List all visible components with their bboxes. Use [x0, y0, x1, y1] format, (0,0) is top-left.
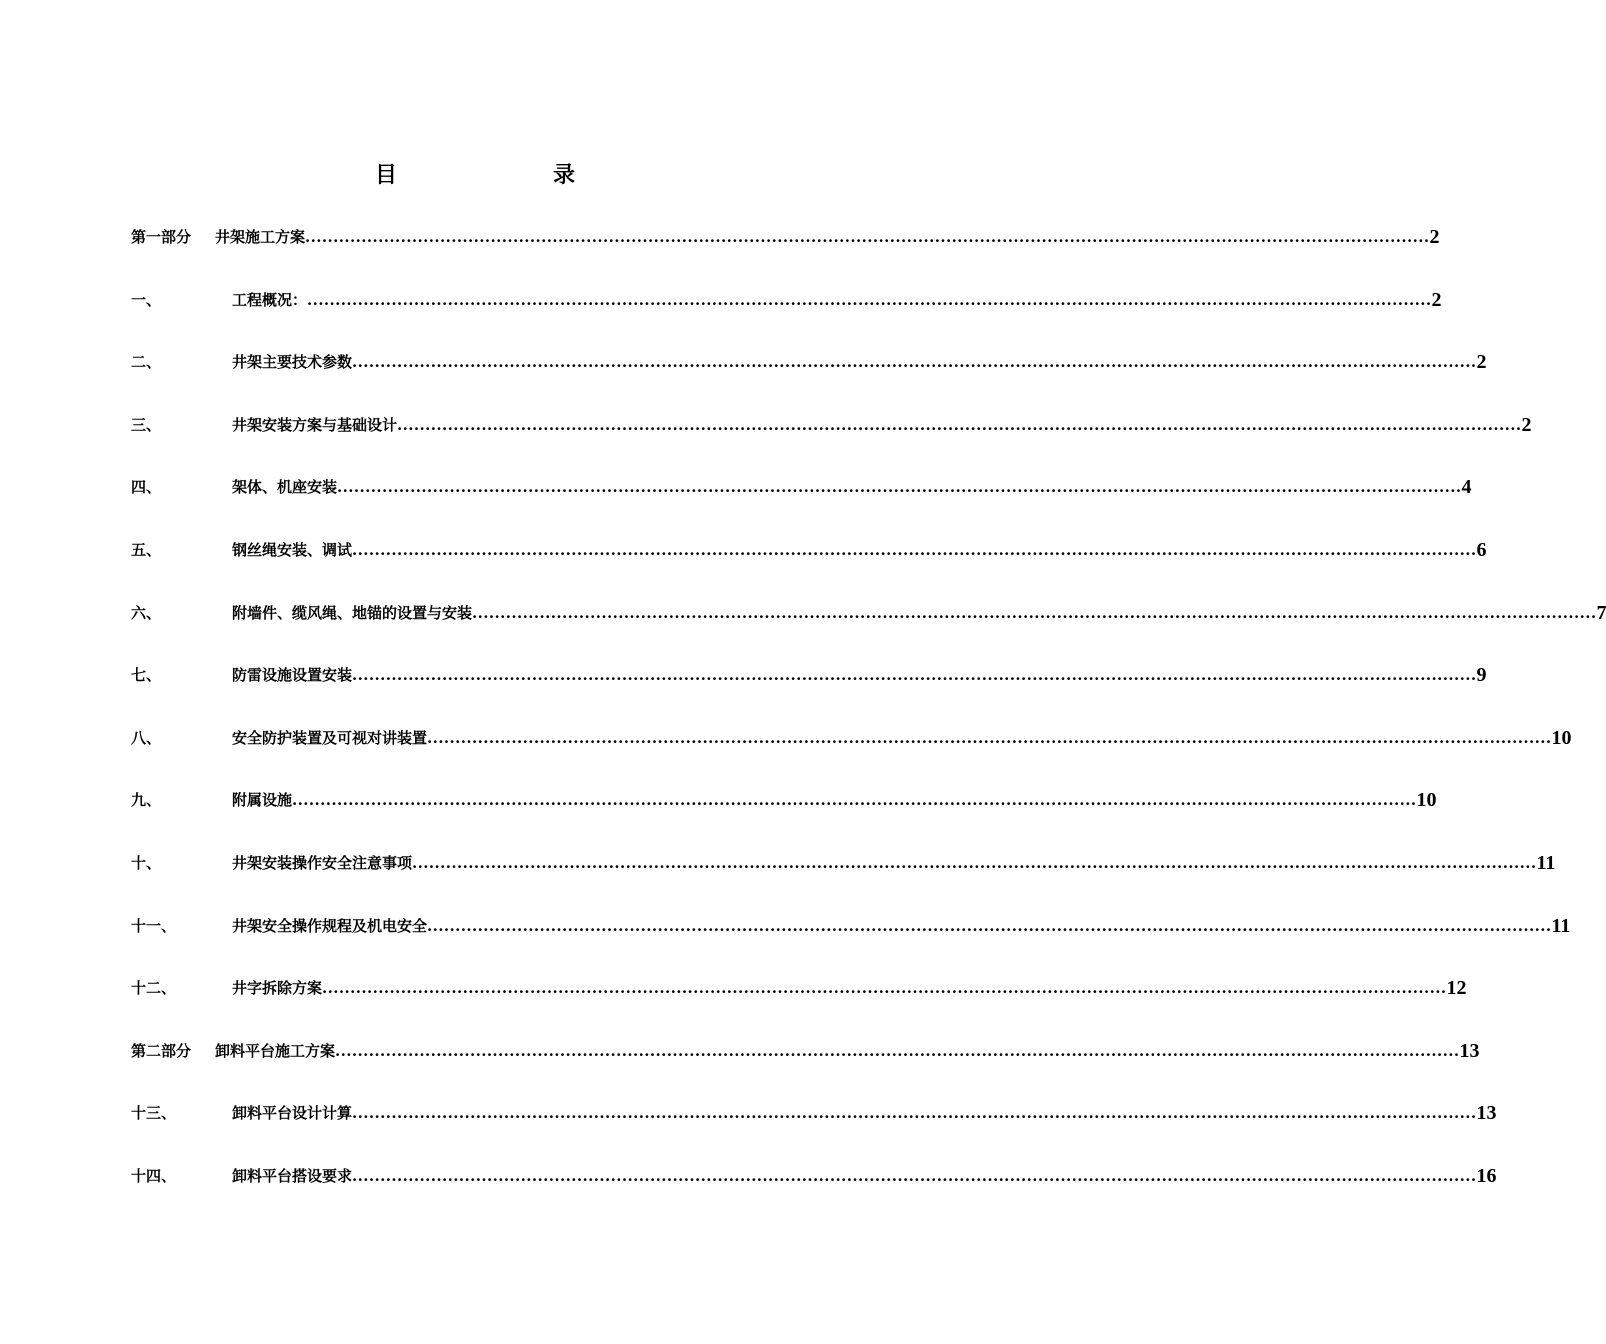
toc-entry-page: 2 — [1521, 413, 1532, 436]
toc-entry-title: 井架主要技术参数 — [232, 353, 353, 372]
toc-entry-title: 架体、机座安装 — [232, 478, 338, 497]
toc-entry-number: 十一、 — [131, 916, 177, 935]
toc-entry-title: 卸料平台搭设要求 — [232, 1166, 353, 1185]
toc-entry-title: 井架施工方案 — [215, 228, 306, 246]
toc-entry-title: 防雷设施设置安装 — [232, 666, 353, 685]
toc-entry-number: 五、 — [131, 540, 162, 559]
toc-entry-leader: ........................................................................................................................................................................................................ — [322, 979, 1447, 998]
toc-entry-leader: ........................................................................................................................................................................................................ — [305, 228, 1430, 246]
toc-entry-leader: ........................................................................................................................................................................................................ — [352, 353, 1477, 372]
toc-title — [0, 160, 950, 194]
toc-entry-number: 六、 — [131, 603, 162, 622]
toc-entry[interactable] — [131, 723, 1572, 786]
toc-entry-title: 井字拆除方案 — [232, 979, 323, 998]
toc-entry-number: 第一部分 — [131, 228, 192, 246]
toc-entry[interactable] — [131, 848, 1556, 911]
toc-entry[interactable] — [131, 410, 1532, 473]
toc-entry-leader: ........................................................................................................................................................................................................ — [427, 728, 1552, 747]
toc-title-right: 录 — [553, 162, 576, 188]
toc-entry-number: 第二部分 — [131, 1041, 192, 1060]
toc-entry-number: 八、 — [131, 728, 162, 747]
toc-entry-page: 10 — [1551, 726, 1572, 749]
toc-entry-number: 四、 — [131, 478, 162, 497]
toc-entry-title: 井架安装方案与基础设计 — [232, 415, 398, 434]
toc-entry[interactable] — [131, 535, 1487, 598]
toc-entry-page: 4 — [1461, 476, 1472, 499]
toc-entry-leader: ........................................................................................................................................................................................................ — [352, 1166, 1477, 1185]
toc-entry-title: 卸料平台施工方案 — [215, 1041, 336, 1060]
toc-title-left: 目 — [375, 162, 398, 188]
toc-entry-page: 11 — [1551, 914, 1571, 937]
toc-entry-title: 卸料平台设计计算 — [232, 1104, 353, 1123]
toc-entry-page: 10 — [1416, 789, 1437, 812]
toc-entry-page: 13 — [1459, 1039, 1480, 1062]
toc-entry[interactable] — [131, 285, 1442, 348]
toc-entry-leader: ........................................................................................................................................................................................................ — [412, 853, 1537, 872]
toc-entry-page: 6 — [1476, 538, 1487, 561]
toc-entry-page: 13 — [1476, 1102, 1497, 1125]
toc-entry[interactable] — [131, 660, 1487, 723]
toc-entry-number: 九、 — [131, 791, 162, 810]
toc-entry-page: 12 — [1446, 977, 1467, 1000]
toc-entry-page: 16 — [1476, 1164, 1497, 1187]
toc-entry-leader: ........................................................................................................................................................................................................ — [427, 916, 1552, 935]
toc-entry-leader: ........................................................................................................................................................................................................ — [352, 1104, 1477, 1123]
toc-entry[interactable] — [131, 472, 1472, 535]
toc-entry-page: 2 — [1429, 226, 1440, 248]
toc-entry-number: 十、 — [131, 853, 162, 872]
toc-entry-leader: ........................................................................................................................................................................................................ — [472, 603, 1597, 622]
toc-entry[interactable] — [131, 1036, 1480, 1099]
toc-entry-number: 二、 — [131, 353, 162, 372]
toc-entry-page: 2 — [1476, 351, 1487, 374]
toc-entry[interactable] — [131, 785, 1437, 848]
toc-entry-number: 三、 — [131, 415, 162, 434]
toc-entry-title: 附属设施 — [232, 791, 293, 810]
toc-entry[interactable] — [131, 222, 1440, 285]
toc-entry-leader: ........................................................................................................................................................................................................ — [335, 1041, 1460, 1060]
toc-entry-number: 一、 — [131, 290, 162, 309]
toc-entry-page: 11 — [1536, 851, 1556, 874]
toc-entry-title: 井架安装操作安全注意事项 — [232, 853, 413, 872]
toc-entry-number: 十二、 — [131, 979, 177, 998]
toc-entry[interactable] — [131, 1098, 1497, 1161]
toc-entry-leader: ........................................................................................................................................................................................................ — [307, 290, 1432, 309]
toc-entry-leader: ........................................................................................................................................................................................................ — [397, 415, 1522, 434]
toc-entry-leader: ........................................................................................................................................................................................................ — [352, 666, 1477, 685]
toc-entry-title: 附墙件、缆风绳、地锚的设置与安装 — [232, 603, 473, 622]
toc-entry[interactable] — [131, 598, 1606, 661]
toc-entry-title: 安全防护装置及可视对讲装置 — [232, 728, 428, 747]
toc-entry-leader: ........................................................................................................................................................................................................ — [292, 791, 1417, 810]
toc-entry-title: 工程概况： — [232, 290, 308, 309]
toc-entry-leader: ........................................................................................................................................................................................................ — [337, 478, 1462, 497]
toc-entry-page: 9 — [1476, 664, 1487, 687]
toc-entry-page: 7 — [1596, 601, 1606, 624]
table-of-contents — [131, 222, 1606, 1224]
toc-entry-title: 钢丝绳安装、调试 — [232, 540, 353, 559]
toc-entry-page: 2 — [1431, 288, 1442, 311]
toc-entry-number: 十三、 — [131, 1104, 177, 1123]
toc-entry[interactable] — [131, 1161, 1497, 1224]
toc-entry[interactable] — [131, 347, 1487, 410]
toc-entry-number: 七、 — [131, 666, 162, 685]
toc-entry-leader: ........................................................................................................................................................................................................ — [352, 540, 1477, 559]
toc-entry[interactable] — [131, 973, 1467, 1036]
toc-entry-title: 井架安全操作规程及机电安全 — [232, 916, 428, 935]
toc-entry-number: 十四、 — [131, 1166, 177, 1185]
toc-entry[interactable] — [131, 911, 1571, 974]
